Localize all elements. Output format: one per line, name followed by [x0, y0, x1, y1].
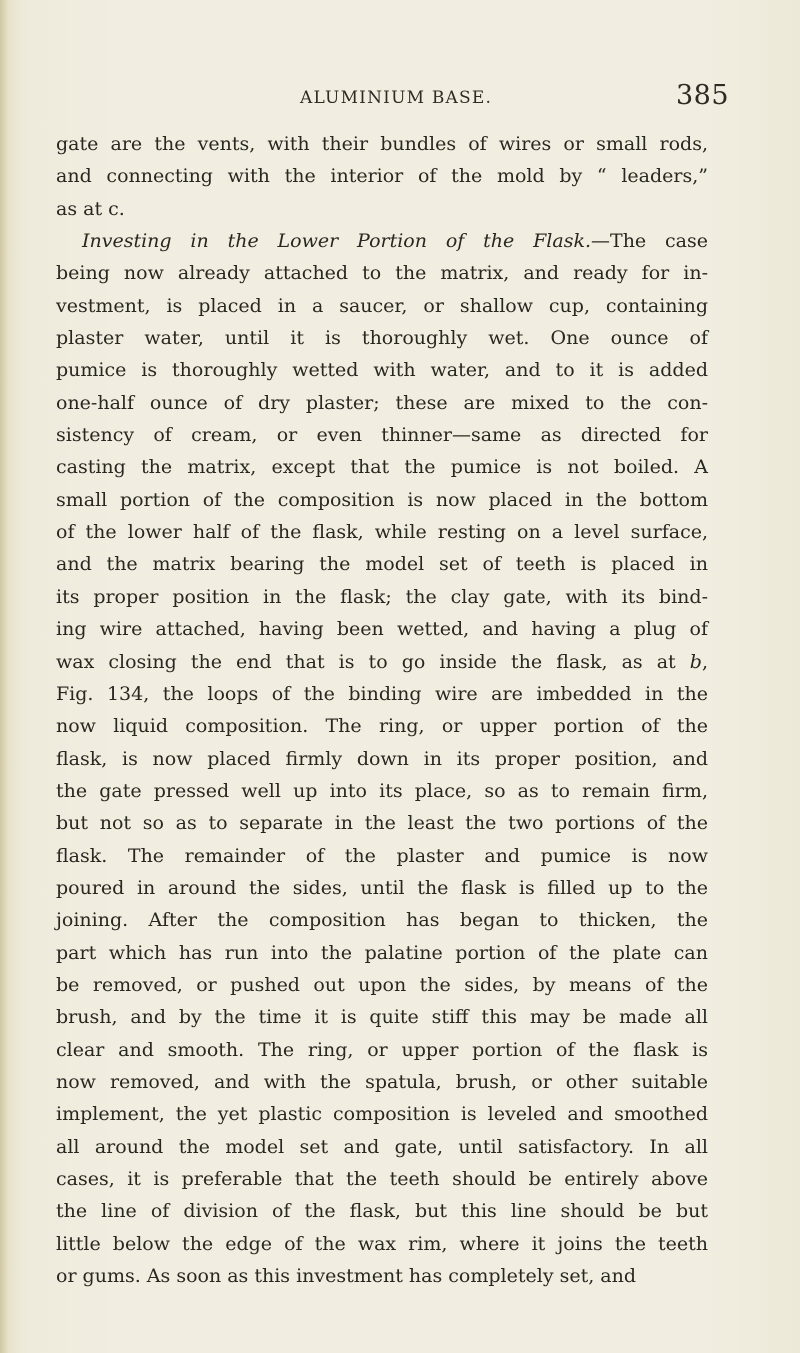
text-line: all around the model set and gate, until satisfactory. In all	[56, 1135, 708, 1158]
text-line: the line of division of the flask, but this line should be but	[56, 1200, 708, 1223]
text-fragment: ,	[701, 650, 708, 673]
text-line: small portion of the composition is now placed in the bottom	[56, 488, 708, 511]
text-line: the gate pressed well up into its place, so as to remain firm,	[56, 779, 708, 802]
text-line: implement, the yet plastic composition is leveled and smoothed	[56, 1103, 708, 1126]
body-text	[56, 128, 708, 1292]
text-line: casting the matrix, except that the pumice is not boiled. A	[56, 456, 708, 479]
text-line: as at c.	[56, 197, 125, 220]
page-number: 385	[676, 80, 730, 111]
text-line: but not so as to separate in the least the two portions of the	[56, 812, 708, 835]
text-line: plaster water, until it is thoroughly wet. One ounce of	[56, 327, 708, 350]
text-line: be removed, or pushed out upon the sides, by means of the	[56, 973, 708, 996]
text-fragment: —The case	[591, 230, 708, 253]
text-line: one-half ounce of dry plaster; these are mixed to the con-	[56, 391, 708, 414]
text-line: clear and smooth. The ring, or upper portion of the flask is	[56, 1038, 708, 1061]
text-line: cases, it is preferable that the teeth should be entirely above	[56, 1168, 708, 1190]
text-line: and connecting with the interior of the mold by “ leaders,”	[56, 165, 708, 188]
text-line: now liquid composition. The ring, or upper portion of the	[56, 715, 708, 738]
text-line: flask. The remainder of the plaster and pumice is now	[56, 844, 708, 867]
text-line: gate are the vents, with their bundles of wires or small rods,	[56, 133, 708, 155]
text-line: ing wire attached, having been wetted, and having a plug of	[56, 618, 708, 641]
text-line: joining. After the composition has began to thicken, the	[56, 909, 708, 932]
text-line: poured in around the sides, until the flask is filled up to the	[56, 876, 708, 899]
text-line: of the lower half of the flask, while resting on a level surface,	[56, 521, 708, 544]
running-head: ALUMINIUM BASE.	[300, 88, 493, 108]
section-heading-line	[56, 225, 708, 257]
binding-edge	[0, 0, 8, 1353]
text-line: Fig. 134, the loops of the binding wire are imbedded in the	[56, 682, 708, 705]
text-line: part which has run into the palatine portion of the plate can	[56, 941, 708, 964]
text-fragment: wax closing the end that is to go inside the flask, as at	[56, 650, 676, 673]
text-line: being now already attached to the matrix, and ready for in-	[56, 262, 708, 285]
text-line: little below the edge of the wax rim, where it joins the teeth	[56, 1232, 708, 1255]
text-line: its proper position in the flask; the clay gate, with its bind-	[56, 585, 708, 608]
text-line: pumice is thoroughly wetted with water, and to it is added	[56, 359, 708, 382]
text-line: sistency of cream, or even thinner—same as directed for	[56, 424, 708, 447]
text-line: or gums. As soon as this investment has completely set, and	[56, 1265, 637, 1288]
figure-letter: b	[689, 650, 702, 673]
text-line: and the matrix bearing the model set of teeth is placed in	[56, 553, 708, 576]
text-line: brush, and by the time it is quite stiff this may be made all	[56, 1006, 708, 1029]
section-heading: Investing in the Lower Portion of the Flask.	[82, 230, 592, 253]
text-line: flask, is now placed firmly down in its proper position, and	[56, 747, 708, 770]
text-line: vestment, is placed in a saucer, or shallow cup, containing	[56, 294, 708, 317]
text-line	[56, 646, 708, 678]
text-line: now removed, and with the spatula, brush, or other suitable	[56, 1070, 708, 1093]
